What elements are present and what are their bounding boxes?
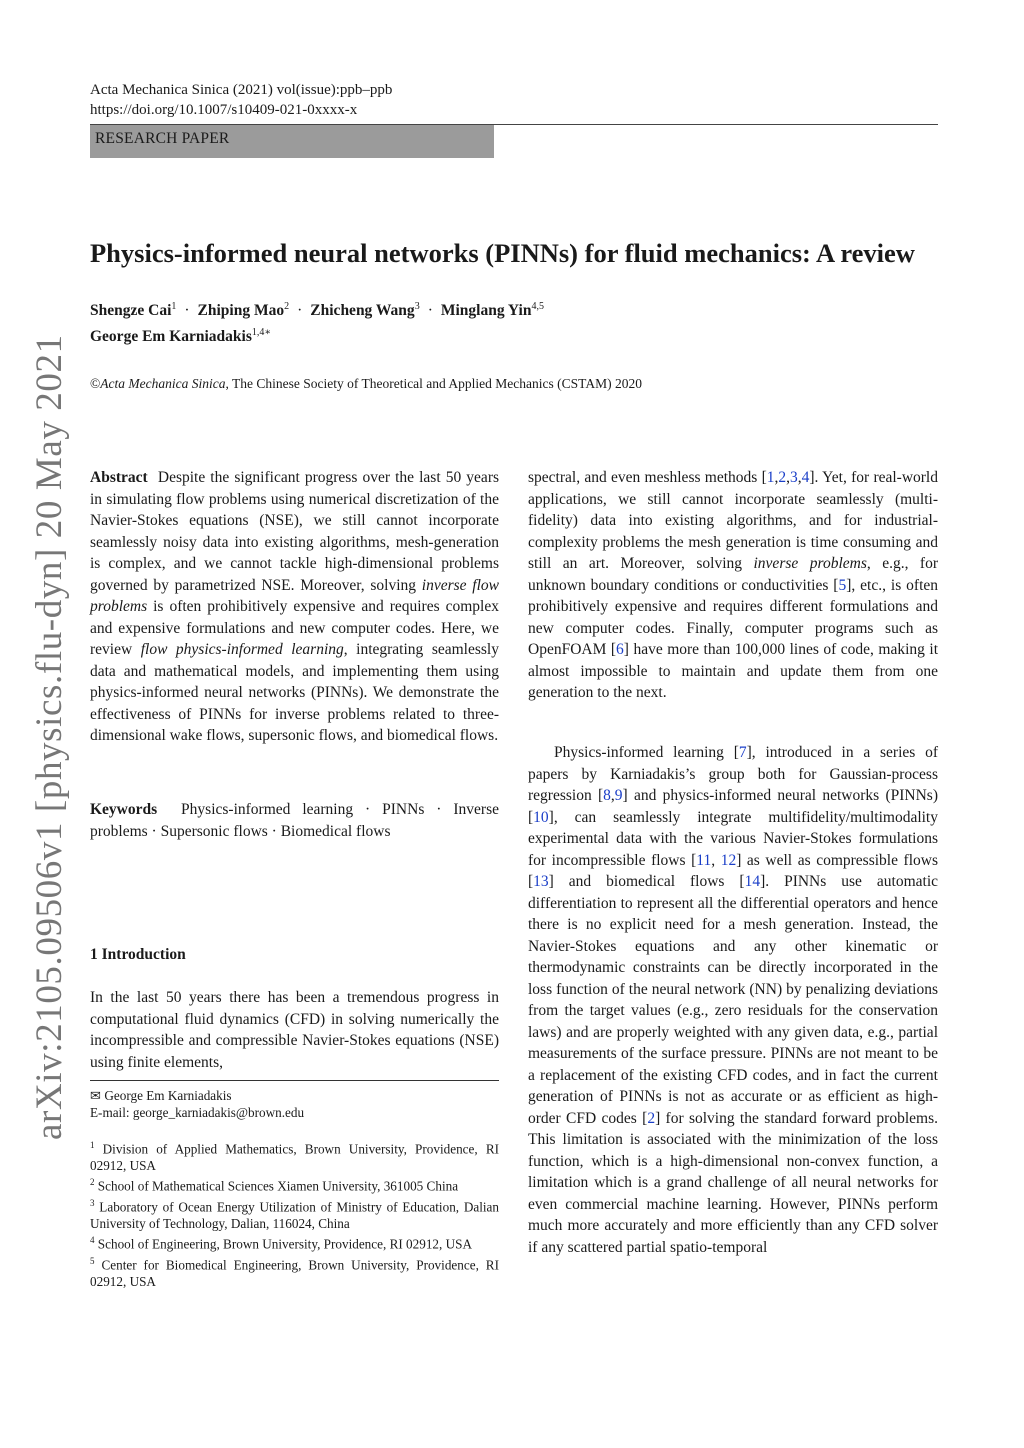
author-affiliation: 3 — [414, 301, 420, 312]
citation-link[interactable]: 6 — [616, 641, 624, 658]
journal-line: Acta Mechanica Sinica (2021) vol(issue):ppb–ppb — [90, 82, 393, 98]
affiliation-item: $^3$ Laboratory of Ocean Energy Utilization of Ministry of Education, Dalian University of Technology, Dalian, 116024, China — [90, 1197, 500, 1232]
keywords — [90, 799, 499, 842]
footnote-rule — [90, 1080, 499, 1081]
citation-link[interactable]: 13 — [533, 873, 549, 890]
citation-link[interactable]: 3 — [790, 469, 798, 486]
abstract — [90, 467, 499, 747]
author-affiliation: 2 — [284, 301, 290, 312]
author-name: Zhicheng Wang — [310, 302, 415, 320]
corresponding-name: George Em Karniadakis — [104, 1088, 232, 1103]
author-affiliation: 1 — [171, 301, 177, 312]
author-name: Minglang Yin — [440, 302, 532, 320]
journal-header — [90, 80, 392, 120]
paper-type-banner — [90, 125, 494, 158]
citation-link[interactable]: 4 — [801, 469, 810, 486]
envelope-icon: ✉ — [90, 1088, 102, 1103]
keywords-text: Physics-informed learning · PINNs · Inverse problems · Supersonic flows · Biomedical flows — [90, 801, 499, 840]
abstract-text: Despite the significant progress over the last 50 years in simulating flow problems using numerical discretization of the Navier-Stokes equations (NSE), we still cannot incorporate seamlessly noisy data into existing algorithms, mesh-generation is complex, and we cannot tackle high-dimensional problems governed by parametrized NSE. Moreover, solving — [90, 469, 500, 594]
author-affiliation: 1,4∗ — [251, 327, 272, 339]
corresponding-email[interactable]: E-mail: george_karniadakis@brown.edu — [90, 1105, 305, 1120]
citation-link[interactable]: 14 — [744, 873, 761, 890]
intro-paragraph-continued: spectral, and even meshless methods [1,2,3,4]. Yet, for real-world applications, we still cannot incorporate seamlessly (multi-fidelity) data into existing algorithms, and for industrial-complexity problems the mesh generation is time consuming and still an art. Moreover, solving inverse problems, e.g., for unknown boundary conditions or conductivities [5], etc., is often prohibitively expensive and requires different formulations and new computer codes. Finally, computer programs such as OpenFOAM [6] have more than 100,000 lines of code, making it almost impossible to maintain and update them from one generation to the next. — [528, 469, 939, 701]
copyright-text: , The Chinese Society of Theoretical and Applied Mechanics (CSTAM) 2020 — [225, 376, 642, 391]
section-heading: 1 Introduction — [90, 946, 186, 963]
intro-paragraph — [90, 987, 499, 1073]
author-name: Shengze Cai — [90, 302, 172, 320]
author-name: Zhiping Mao — [197, 302, 285, 320]
author-name: George Em Karniadakis — [90, 328, 252, 346]
abstract-text: is often prohibitively expensive and requires complex and expensive formulations and new computer codes. Here, we review — [90, 598, 499, 658]
affiliation-item: $^5$ Center for Biomedical Engineering, Brown University, Providence, RI 02912, USA — [90, 1255, 499, 1289]
citation-link[interactable]: 8 — [603, 787, 611, 804]
citation-link[interactable]: 9 — [614, 787, 623, 804]
affiliation-item: $^2$ School of Mathematical Sciences Xiamen University, 361005 China — [90, 1177, 459, 1194]
abstract-emphasis: inverse flow problems — [90, 576, 499, 615]
citation-link[interactable]: 2 — [647, 1109, 656, 1127]
keywords-label: Keywords — [90, 801, 158, 818]
citation-link[interactable]: 5 — [838, 576, 847, 594]
copyright-journal: Acta Mechanica Sinica — [100, 376, 226, 391]
corresponding-author — [90, 1087, 499, 1121]
author-list: Shengze Cai$^1$ · Zhiping Mao$^2$ · Zhicheng Wang$^3$ · Minglang Yin$^{4,5}$ George Em Karniadakis$^{1,4∗}$ — [90, 301, 544, 346]
citation-link[interactable]: 10 — [533, 808, 549, 826]
affiliations — [90, 1137, 499, 1290]
citation-link[interactable]: 12 — [720, 851, 737, 869]
citation-link[interactable]: 1 — [766, 469, 775, 486]
abstract-text: , integrating seamlessly data and mathematical models, and implementing them using physics-informed neural networks (PINNs). We demonstrate the effectiveness of PINNs for inverse problems related to three-dimensional wake flows, supersonic flows, and biomedical flows. — [90, 641, 499, 744]
copyright-symbol: © — [90, 376, 101, 391]
doi-line[interactable]: https://doi.org/10.1007/s10409-021-0xxxx-x — [90, 102, 358, 118]
pinn-paragraph: Physics-informed learning [7], introduced in a series of papers by Karniadakis’s group both for Gaussian-process regression [8,9] and physics-informed neural networks (PINNs) [10], can seamlessly integrate multifidelity/multimodality experimental data with the various Navier-Stokes formulations for incompressible flows [11, 12] as well as compressible flows [13] and biomedical flows [14]. PINNs use automatic differentiation to represent all the differential operators and hence there is no explicit need for a mesh generation. Instead, the Navier-Stokes equations and any other kinematic or thermodynamic constraints can be directly incorporated in the loss function of the neural network (NN) by penalizing deviations from the target values (e.g., zero residuals for the conservation laws) and are properly weighted with any given data, e.g., partial measurements of the surface pressure. PINNs are not meant to be a replacement of the existing CFD codes, and in fact the current generation of PINNs is not as accurate or as efficient as high-order CFD codes [2] for solving the standard forward problems. This limitation is associated with the minimization of the loss function, which is a high-dimensional non-convex function, a limitation which is a grand challenge of all neural networks for even commercial machine learning. However, PINNs perform much more accurately and more efficiently than any CFD solver if any scattered partial spatio-temporal — [528, 744, 939, 1256]
paper-type-label: RESEARCH PAPER — [95, 130, 230, 147]
affiliation-item: $^4$ School of Engineering, Brown University, Providence, RI 02912, USA — [90, 1235, 473, 1252]
copyright-line — [90, 376, 642, 392]
affiliation-item: $^1$ Division of Applied Mathematics, Brown University, Providence, RI 02912, USA — [90, 1140, 500, 1174]
citation-link[interactable]: 2 — [778, 469, 787, 486]
intro-text: In the last 50 years there has been a tremendous progress in computational fluid dynamics (CFD) in solving numerically the incompressible and compressible Navier-Stokes equations (NSE) using finite elements, — [90, 989, 499, 1071]
abstract-label: Abstract — [90, 469, 148, 486]
citation-link[interactable]: 7 — [738, 744, 747, 761]
citation-link[interactable]: 11 — [696, 851, 712, 869]
abstract-emphasis: flow physics-informed learning — [140, 641, 344, 658]
paper-title: Physics-informed neural networks (PINNs) for fluid mechanics: A review — [90, 238, 915, 268]
arxiv-stamp: arXiv:2105.09506v1 [physics.flu-dyn] 20 May 2021 — [29, 334, 70, 1140]
author-affiliation: 4,5 — [531, 301, 544, 312]
